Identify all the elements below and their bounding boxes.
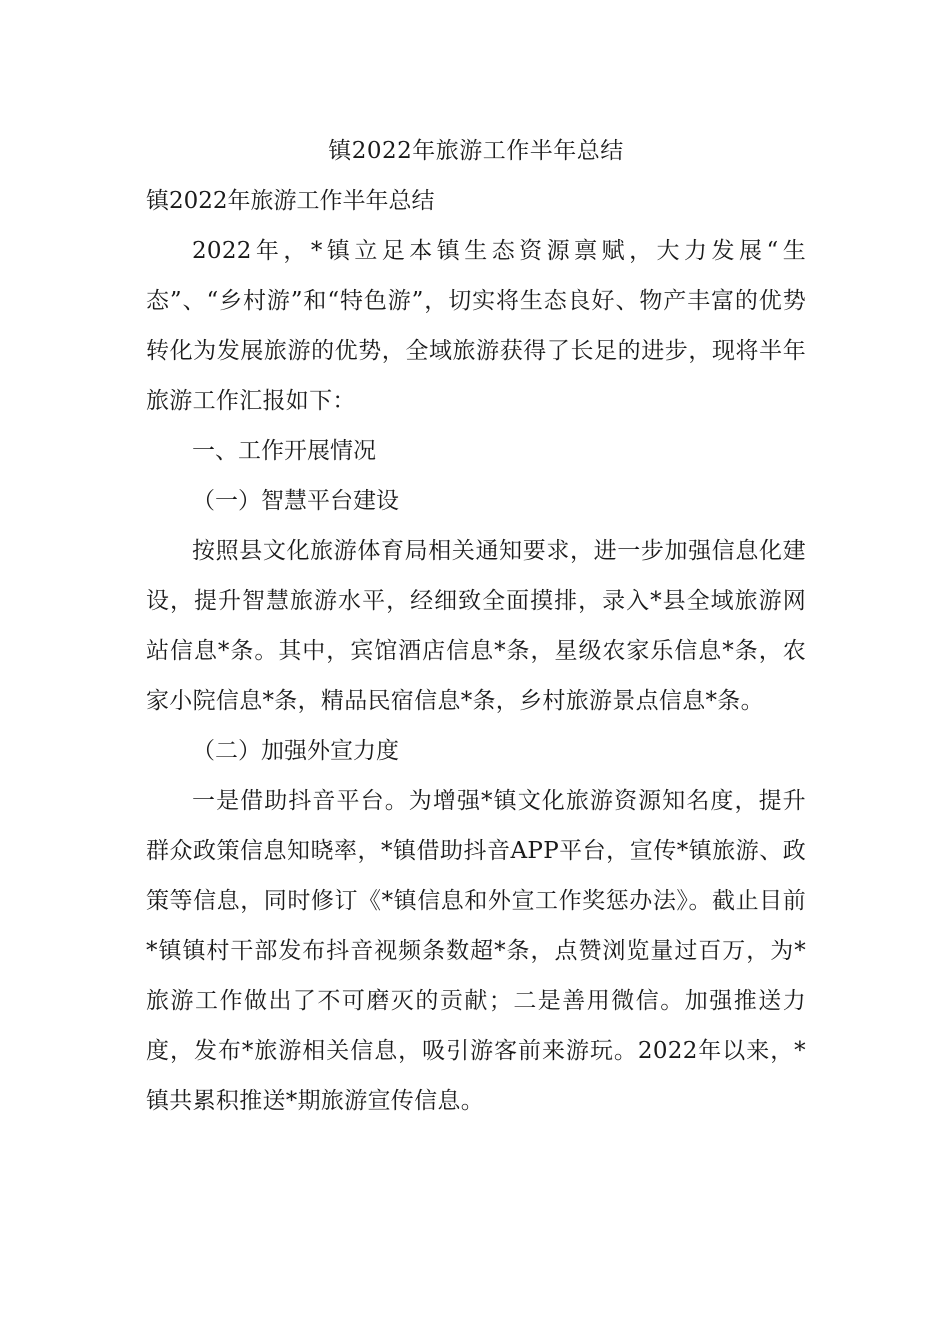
subsection-heading-publicity: （二）加强外宣力度 [192,738,399,764]
subsection-heading-smart-platform: （一）智慧平台建设 [192,488,399,514]
document-page [146,126,806,1126]
publicity-paragraph: 一是借助抖音平台。为增强*镇文化旅游资源知名度，提升群众政策信息知晓率，*镇借助抖音APP平台，宣传*镇旅游、政策等信息，同时修订《*镇信息和外宣工作奖惩办法》。截止目前*镇镇村干部发布抖音视频条数超*条，点赞浏览量过百万，为*旅游工作做出了不可磨灭的贡献；二是善用微信。加强推送力度，发布*旅游相关信息，吸引游客前来游玩。2022年以来，*镇共累积推送*期旅游宣传信息。 [146,788,806,1114]
document-title: 镇2022年旅游工作半年总结 [328,138,624,164]
document-subtitle: 镇2022年旅游工作半年总结 [146,188,435,214]
smart-platform-paragraph: 按照县文化旅游体育局相关通知要求，进一步加强信息化建设，提升智慧旅游水平，经细致全面摸排，录入*县全域旅游网站信息*条。其中，宾馆酒店信息*条，星级农家乐信息*条，农家小院信息*条，精品民宿信息*条，乡村旅游景点信息*条。 [146,538,806,714]
section-heading-work-status: 一、工作开展情况 [192,438,376,464]
intro-paragraph: 2022年，*镇立足本镇生态资源禀赋，大力发展“生态”、“乡村游”和“特色游”，切实将生态良好、物产丰富的优势转化为发展旅游的优势，全域旅游获得了长足的进步，现将半年旅游工作汇报如下： [146,238,806,414]
